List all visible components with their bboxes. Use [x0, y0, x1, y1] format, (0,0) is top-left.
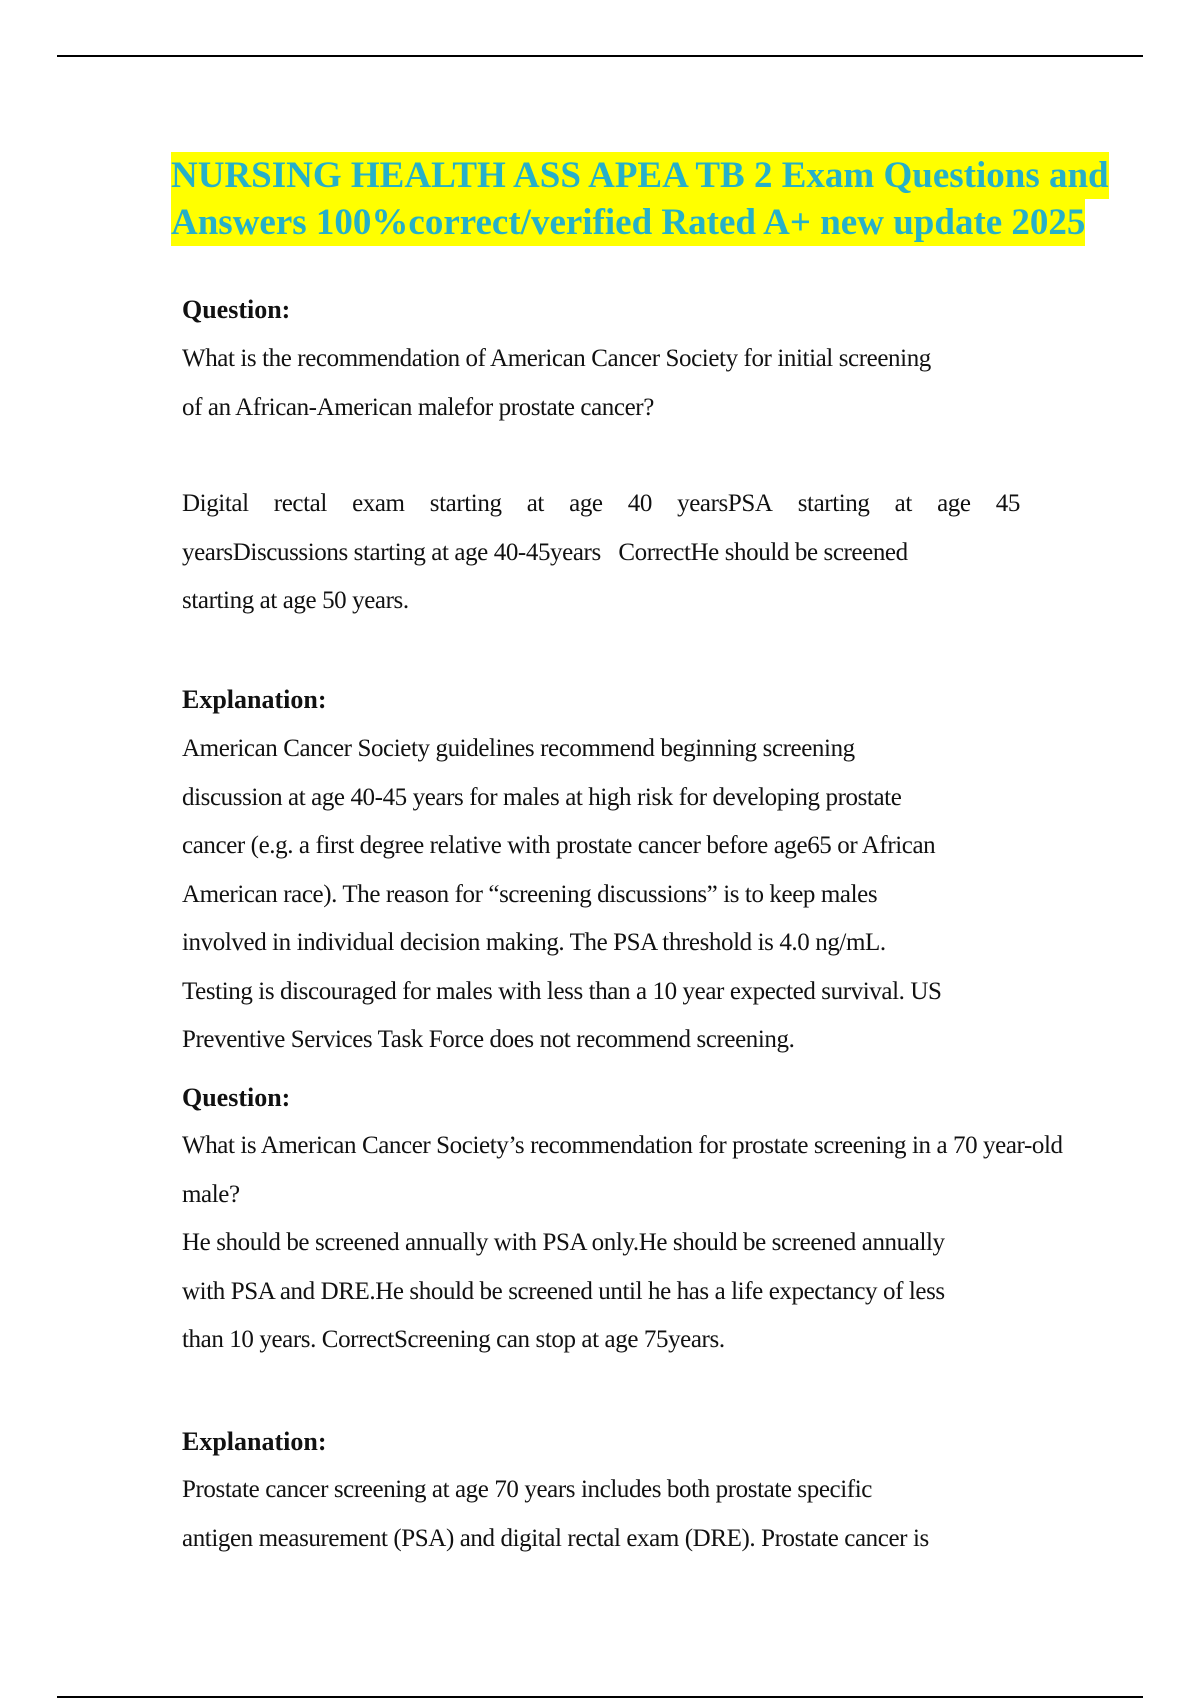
answer-word: yearsPSA — [677, 490, 773, 517]
explanation-line: Prostate cancer screening at age 70 years includes both prostate specific — [182, 1476, 872, 1503]
answer-word: at — [894, 490, 912, 517]
explanation-line: cancer (e.g. a first degree relative with prostate cancer before age65 or African — [182, 832, 936, 859]
explanation-line: Testing is discouraged for males with less than a 10 year expected survival. US — [182, 977, 942, 1005]
question-line: of an African-American malefor prostate cancer? — [182, 393, 654, 421]
question-line: What is American Cancer Society’s recommendation for prostate screening in a 70 year-old — [182, 1132, 1063, 1159]
explanation-text — [182, 725, 942, 1065]
question-line: He should be screened annually with PSA only.He should be screened annually — [182, 1229, 945, 1256]
answer-line: starting at age 50 years. — [182, 587, 409, 614]
answer-options-text — [182, 480, 1020, 626]
answer-word: exam — [352, 490, 405, 517]
explanation-line: discussion at age 40-45 years for males at high risk for developing prostate — [182, 783, 902, 811]
question-line: male? — [182, 1180, 240, 1208]
answer-word: 40 — [627, 490, 652, 517]
document-title — [171, 152, 1109, 246]
answer-word: Digital — [182, 490, 249, 517]
question-line: than 10 years. CorrectScreening can stop at age 75years. — [182, 1326, 725, 1353]
answer-word: starting — [797, 490, 870, 517]
explanation-line: American race). The reason for “screening discussions” is to keep males — [182, 880, 878, 908]
explanation-heading: Explanation: — [182, 685, 327, 714]
explanation-line: American Cancer Society guidelines recommend beginning screening — [182, 735, 855, 762]
explanation-heading: Explanation: — [182, 1427, 327, 1456]
document-title-line: NURSING HEALTH ASS APEA TB 2 Exam Questions and — [171, 152, 1109, 199]
explanation-line: involved in individual decision making. The PSA threshold is 4.0 ng/mL. — [182, 929, 886, 956]
answer-word: age — [569, 490, 603, 517]
answer-word: age — [937, 490, 971, 517]
answer-line: yearsDiscussions starting at age 40-45years CorrectHe should be screened — [182, 538, 908, 566]
answer-word: at — [526, 490, 544, 517]
question-heading: Question: — [182, 295, 291, 324]
answer-line — [182, 480, 1020, 529]
top-horizontal-rule — [57, 55, 1143, 57]
explanation-line: antigen measurement (PSA) and digital rectal exam (DRE). Prostate cancer is — [182, 1524, 929, 1552]
document-title-line: Answers 100%correct/verified Rated A+ new update 2025 — [171, 199, 1085, 246]
question-heading: Question: — [182, 1083, 291, 1112]
question-line: with PSA and DRE.He should be screened until he has a life expectancy of less — [182, 1277, 945, 1305]
answer-word: starting — [429, 490, 502, 517]
bottom-horizontal-rule — [57, 1696, 1143, 1698]
question-line: What is the recommendation of American Cancer Society for initial screening — [182, 345, 931, 372]
answer-word: rectal — [273, 490, 327, 517]
question-text — [182, 335, 931, 432]
answer-word: 45 — [995, 490, 1020, 517]
question-text — [182, 1122, 1063, 1365]
explanation-text — [182, 1466, 929, 1563]
explanation-line: Preventive Services Task Force does not recommend screening. — [182, 1026, 795, 1053]
